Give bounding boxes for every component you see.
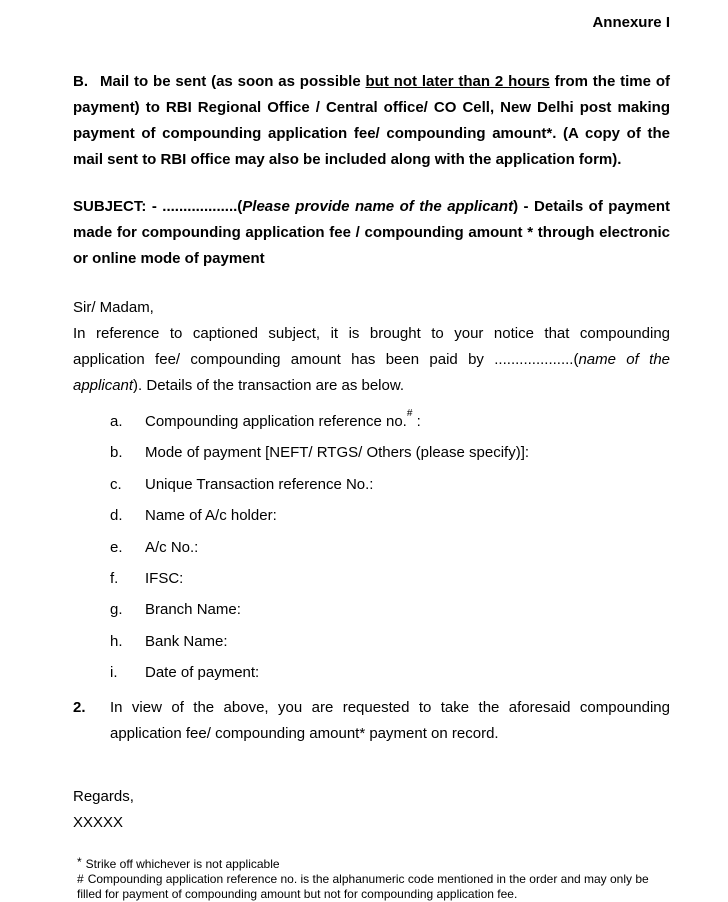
footnotes (77, 854, 670, 902)
paragraph-b-underlined-phrase: but not later than 2 hours (365, 73, 550, 90)
item-2 (73, 695, 670, 747)
paragraph-b (73, 69, 670, 173)
list-item-i-marker: i. (110, 664, 118, 682)
paragraph-b-text-after: from the time of payment) to RBI Regional Office / Central office/ CO Cell, New Delhi post making payment of compounding application fee/ compounding amount*. (A copy of the mail sent to RBI office may also be included along with the application form). (73, 73, 670, 168)
list-item-a (110, 408, 670, 431)
list-item-d-label: Name of A/c holder: (145, 507, 277, 525)
list-item-a-suffix: : (412, 413, 421, 430)
asterisk-symbol: * (77, 854, 82, 869)
list-item-e-marker: e. (110, 538, 123, 556)
list-item-i-label: Date of payment: (145, 664, 260, 682)
footnote-hash-text: Compounding application reference no. is the alphanumeric code mentioned in the order and may only be filled for payment of compounding amount but not for compounding application fee. (77, 871, 649, 901)
list-item-e (110, 538, 670, 557)
list-item-f-label: IFSC: (145, 569, 184, 587)
list-item-d (110, 506, 670, 525)
list-item-h-marker: h. (110, 632, 123, 650)
signature-placeholder: XXXXX (73, 813, 124, 831)
list-item-c-label: Unique Transaction reference No.: (145, 475, 374, 493)
annexure-label: Annexure I (592, 14, 670, 31)
intro-before: In reference to captioned subject, it is brought to your notice that compounding application fee/ compounding amount has been paid by ...................( (73, 325, 670, 368)
subject-before: SUBJECT: - ..................( (73, 198, 243, 215)
subject-applicant-placeholder: Please provide name of the applicant (242, 198, 514, 215)
list-item-h-label: Bank Name: (145, 632, 228, 650)
list-item-h (110, 632, 670, 651)
footnote-asterisk-text: Strike off whichever is not applicable (85, 856, 280, 871)
list-item-a-marker: a. (110, 413, 123, 430)
list-item-a-text: Compounding application reference no. (145, 413, 407, 430)
item-2-marker: 2. (73, 698, 86, 716)
list-item-a-label (145, 408, 421, 431)
footnote-hash (77, 872, 670, 902)
regards-line: Regards, (73, 787, 134, 805)
list-item-f (110, 569, 670, 588)
payment-details-list (73, 408, 670, 682)
list-item-b-marker: b. (110, 444, 123, 462)
list-item-g-marker: g. (110, 601, 123, 619)
intro-applicant-placeholder: name of the applicant (73, 351, 671, 394)
intro-after: ). Details of the transaction are as below. (133, 377, 405, 394)
list-item-c-marker: c. (110, 475, 122, 493)
list-item-e-label: A/c No.: (145, 538, 199, 556)
list-item-f-marker: f. (110, 569, 119, 587)
list-item-i (110, 663, 670, 682)
paragraph-b-text-before: Mail to be sent (as soon as possible (100, 73, 366, 90)
list-item-g-label: Branch Name: (145, 601, 241, 619)
subject-after: ) - Details of payment made for compounding application fee / compounding amount * through electronic or online mode of payment (73, 198, 670, 267)
hash-symbol: # (77, 871, 84, 886)
item-2-text: In view of the above, you are requested to take the aforesaid compounding application fee/ compounding amount* payment on record. (110, 698, 670, 742)
closing-block (73, 784, 670, 836)
list-item-c (110, 475, 670, 494)
list-item-d-marker: d. (110, 507, 123, 525)
subject-line (73, 194, 670, 272)
paragraph-b-marker: B. (73, 73, 88, 90)
list-item-b-label: Mode of payment [NEFT/ RTGS/ Others (please specify)]: (145, 444, 530, 462)
intro-paragraph (73, 321, 670, 399)
footnote-asterisk (77, 854, 670, 872)
salutation: Sir/ Madam, (73, 299, 154, 316)
list-item-b (110, 443, 670, 462)
hash-superscript: # (406, 408, 413, 419)
list-item-g (110, 600, 670, 619)
